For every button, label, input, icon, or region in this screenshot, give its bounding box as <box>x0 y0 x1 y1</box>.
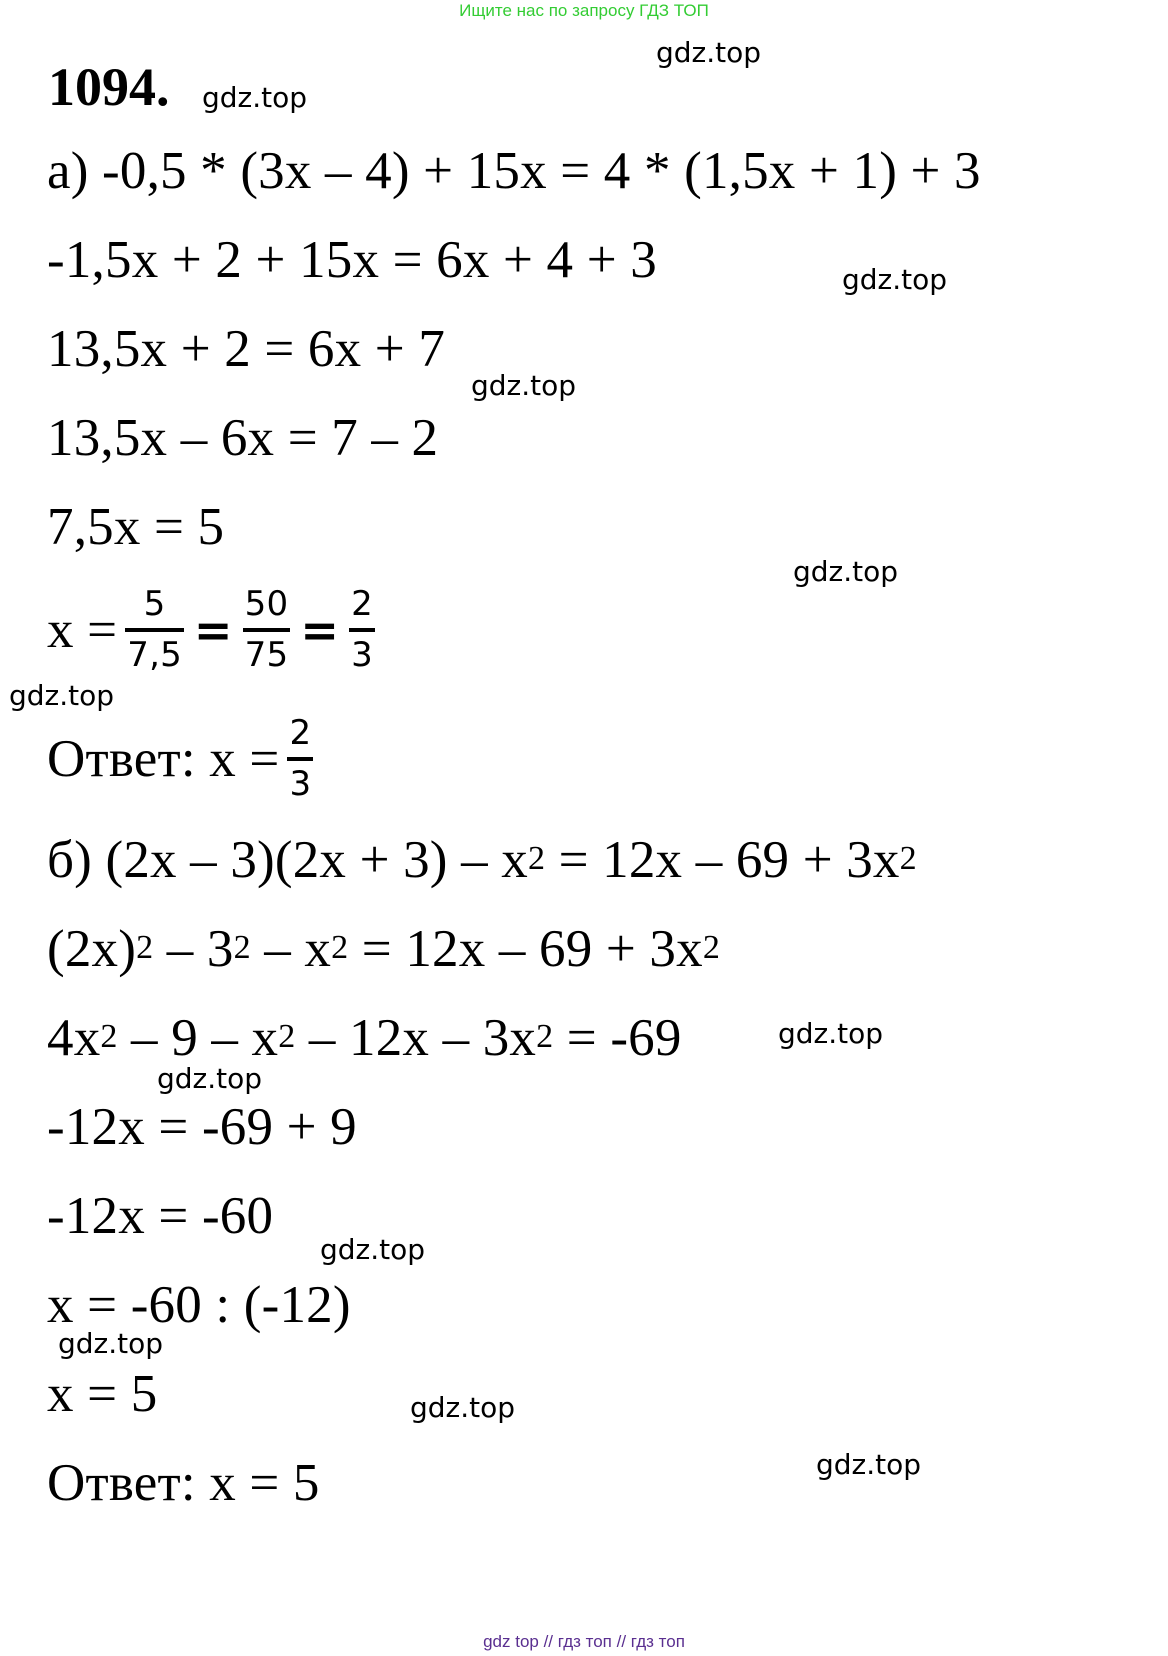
equals-sign: = <box>300 602 340 657</box>
watermark: gdz.top <box>410 1391 516 1424</box>
denominator: 3 <box>289 763 312 804</box>
numerator: 5 <box>125 584 184 632</box>
numerator: 2 <box>287 713 313 761</box>
watermark: gdz.top <box>816 1448 922 1481</box>
text: = 12x – 69 + 3x <box>545 831 900 889</box>
denominator: 3 <box>351 634 373 675</box>
part-b-line-4: -12x = -69 + 9 <box>47 1098 357 1156</box>
watermark: gdz.top <box>58 1327 164 1360</box>
watermark: gdz.top <box>320 1233 426 1266</box>
part-b-line-6: x = -60 : (-12) <box>47 1276 351 1334</box>
numerator: 2 <box>349 584 375 632</box>
watermark: gdz.top <box>842 263 948 296</box>
fraction-50-over-75 <box>243 584 291 676</box>
watermark: gdz.top <box>778 1017 884 1050</box>
text: (2x) <box>47 920 137 978</box>
part-a-line-4: 13,5x – 6x = 7 – 2 <box>47 409 439 467</box>
exponent: 2 <box>233 929 251 966</box>
denominator: 7,5 <box>127 634 182 675</box>
part-b-line-1 <box>47 830 917 890</box>
numerator: 50 <box>243 584 291 632</box>
exponent: 2 <box>278 1018 296 1055</box>
fraction-line-prefix: x = <box>47 600 118 659</box>
exponent: 2 <box>331 929 349 966</box>
part-a-line-1: а) -0,5 * (3x – 4) + 15x = 4 * (1,5x + 1) + 3 <box>47 142 981 200</box>
fraction-2-over-3 <box>349 584 375 676</box>
exponent: 2 <box>536 1018 554 1055</box>
text: 4x <box>47 1009 101 1067</box>
text: – x <box>250 920 332 978</box>
problem-number: 1094. <box>48 57 170 117</box>
exponent: 2 <box>899 840 917 877</box>
part-b-line-2 <box>47 919 720 979</box>
text: = -69 <box>553 1009 682 1067</box>
part-b-line-3 <box>47 1008 682 1068</box>
part-a-line-5: 7,5x = 5 <box>47 498 225 556</box>
part-a-line-3: 13,5x + 2 = 6x + 7 <box>47 320 446 378</box>
text: – 9 – x <box>117 1009 279 1067</box>
part-b-line-7: x = 5 <box>47 1365 158 1423</box>
exponent: 2 <box>136 929 154 966</box>
answer-prefix: Ответ: x = <box>47 729 280 788</box>
equals-sign: = <box>193 602 233 657</box>
top-banner: Ищите нас по запросу ГДЗ ТОП <box>459 1 709 20</box>
watermark: gdz.top <box>471 369 577 402</box>
exponent: 2 <box>100 1018 118 1055</box>
footer-links: gdz top // гдз топ // гдз топ <box>483 1632 685 1651</box>
part-b-line-5: -12x = -60 <box>47 1187 274 1245</box>
part-a-line-6 <box>47 584 377 676</box>
part-b-answer: Ответ: x = 5 <box>47 1454 320 1512</box>
text: – 3 <box>153 920 234 978</box>
watermark: gdz.top <box>202 81 308 114</box>
text: = 12x – 69 + 3x <box>348 920 703 978</box>
text: б) (2x – 3)(2x + 3) – x <box>47 831 528 889</box>
exponent: 2 <box>527 840 546 877</box>
denominator: 75 <box>244 634 289 675</box>
part-a-answer <box>47 713 315 805</box>
watermark: gdz.top <box>656 36 762 69</box>
text: – 12x – 3x <box>295 1009 537 1067</box>
watermark: gdz.top <box>9 679 115 712</box>
watermark: gdz.top <box>157 1062 263 1095</box>
watermark: gdz.top <box>793 555 899 588</box>
answer-fraction <box>287 713 313 805</box>
fraction-5-over-7-5 <box>125 584 184 676</box>
exponent: 2 <box>702 929 721 966</box>
part-a-line-2: -1,5x + 2 + 15x = 6x + 4 + 3 <box>47 231 657 289</box>
